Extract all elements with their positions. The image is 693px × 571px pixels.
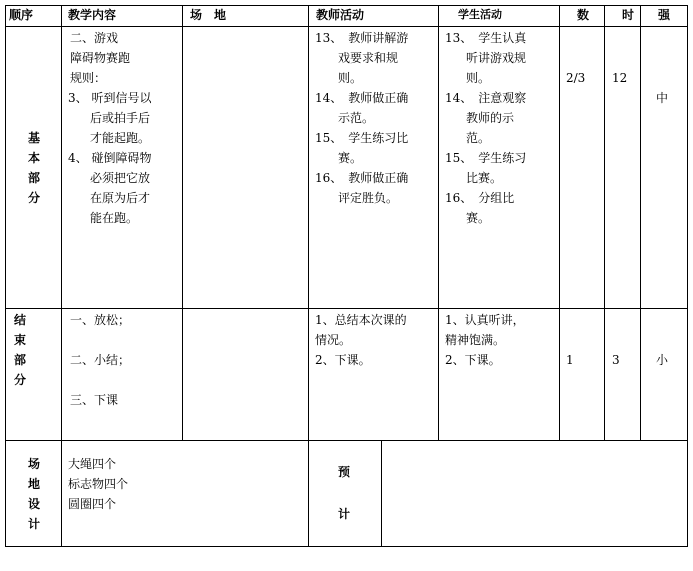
ending-content-line: 三、下课 [70,393,119,407]
ending-label-char: 束 [13,333,26,347]
ending-content-line: 二、小结； [70,353,131,367]
ending-student-line: 2、下课。 [445,353,501,367]
ending-time: 3 [612,353,620,367]
basic-label-char: 部 [27,171,40,185]
basic-student-line: 则。 [466,71,491,85]
basic-content-line: 才能起跑。 [90,131,151,145]
basic-student-line: 教师的示 [466,111,515,125]
basic-section-label [24,128,44,208]
basic-teacher-line: 赛。 [338,151,363,165]
ending-intensity: 小 [656,353,669,367]
ending-row-divider [5,440,688,441]
basic-teacher-line: 16、 教师做正确 [315,171,409,185]
ending-teacher-line: 1、总结本次课的 [315,313,407,327]
basic-student-line: 听讲游戏规 [466,51,527,65]
basic-content-line: 规则： [70,71,107,85]
col-divider-7 [640,5,641,440]
ending-content-line: 一、放松； [70,313,131,327]
header-row-divider [5,26,688,27]
basic-content-line: 后或拍手后 [90,111,151,125]
basic-content-line: 障碍物赛跑 [70,51,131,65]
header-time: 时 [622,8,635,22]
basic-teacher-line: 戏要求和规 [338,51,399,65]
basic-content-line: 能在跑。 [90,211,139,225]
basic-student-line: 赛。 [466,211,491,225]
basic-count: 2/3 [566,71,586,85]
design-item: 标志物四个 [68,477,129,491]
col-divider-5 [559,5,560,440]
basic-row-divider [5,308,688,309]
design-section-label [24,454,44,534]
header-venue: 场 地 [190,8,227,22]
basic-time: 12 [612,71,628,85]
col-divider-2 [182,5,183,440]
basic-content-line: 3、 听到信号以 [68,91,152,105]
header-count: 数 [577,8,590,22]
design-label-char: 设 [27,497,40,511]
basic-content-line: 在原为后才 [90,191,151,205]
basic-teacher-line: 15、 学生练习比 [315,131,409,145]
basic-teacher-line: 示范。 [338,111,375,125]
header-order: 顺序 [9,8,34,22]
header-content: 教学内容 [68,8,117,22]
basic-student-line: 13、 学生认真 [445,31,527,45]
basic-teacher-line: 14、 教师做正确 [315,91,409,105]
header-intensity: 强 [658,8,671,22]
ending-student-line: 1、认真听讲， [445,313,525,327]
basic-content-line: 二、游戏 [70,31,119,45]
col-divider-4b [438,5,439,440]
ending-count: 1 [566,353,574,367]
basic-label-char: 分 [27,191,40,205]
design-label-char: 地 [27,477,40,491]
basic-student-line: 14、 注意观察 [445,91,527,105]
ending-label-char: 部 [13,353,26,367]
design-label-char: 场 [27,457,40,471]
ending-label-char: 结 [13,313,26,327]
table-border-left [5,5,6,547]
basic-student-line: 16、 分组比 [445,191,515,205]
ending-teacher-line: 2、下课。 [315,353,371,367]
design-item: 圆圈四个 [68,497,117,511]
estimate-label-char: 计 [338,507,351,521]
ending-teacher-line: 情况。 [315,333,352,347]
col-divider-4 [381,440,382,547]
ending-section-label [10,310,30,390]
basic-intensity: 中 [656,91,669,105]
basic-teacher-line: 13、 教师讲解游 [315,31,409,45]
header-teacher: 教师活动 [316,8,365,22]
basic-content-line: 4、 碰倒障碍物 [68,151,152,165]
table-border-right [687,5,688,547]
basic-content-line: 必须把它放 [90,171,151,185]
basic-teacher-line: 则。 [338,71,363,85]
basic-label-char: 基 [27,131,40,145]
header-student: 学生活动 [458,8,502,21]
table-border-top [5,5,688,6]
ending-label-char: 分 [13,373,26,387]
ending-student-line: 精神饱满。 [445,333,506,347]
basic-student-line: 比赛。 [466,171,503,185]
table-border-bottom [5,546,688,547]
col-divider-3 [308,5,309,547]
basic-student-line: 15、 学生练习 [445,151,527,165]
basic-student-line: 范。 [466,131,491,145]
design-item: 大绳四个 [68,457,117,471]
design-label-char: 计 [27,517,40,531]
basic-teacher-line: 评定胜负。 [338,191,399,205]
estimate-label-char: 预 [338,465,351,479]
basic-label-char: 本 [27,151,40,165]
col-divider-1 [61,5,62,547]
col-divider-6 [604,5,605,440]
